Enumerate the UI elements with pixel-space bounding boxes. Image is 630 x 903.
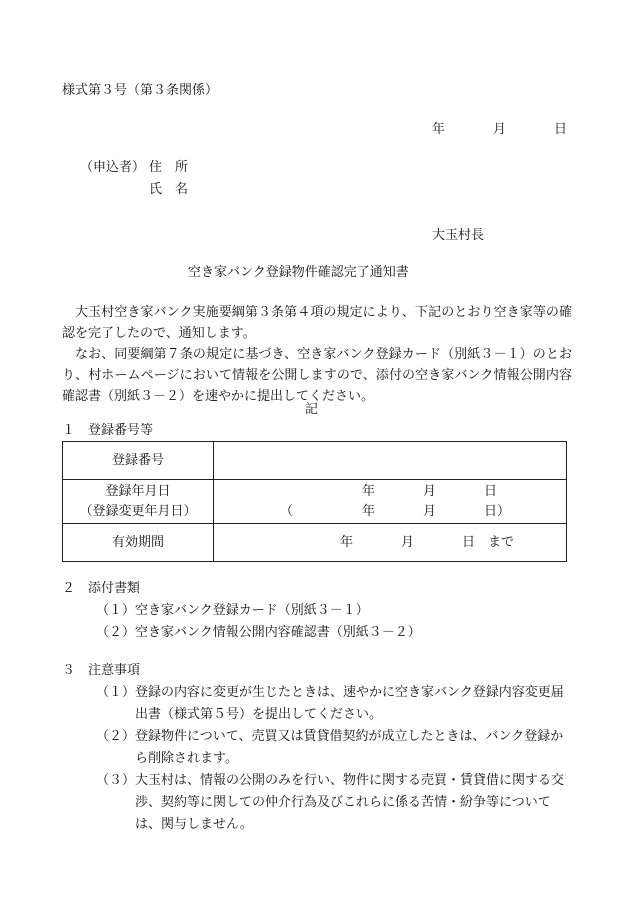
applicant-label: （申込者） (80, 160, 146, 175)
issuer: 大玉村長 (432, 228, 485, 243)
form-number: 様式第３号（第３条関係） (62, 83, 219, 98)
notice-item-2-number: （２） (96, 729, 136, 744)
attachment-item-2: （２）空き家バンク情報公開内容確認書（別紙３－２） (96, 625, 421, 640)
reg-date-label-line2: （登録変更年月日） (79, 503, 197, 519)
validity-value (214, 524, 567, 562)
reg-date-value (214, 480, 567, 524)
applicant-name-label: 氏 名 (149, 182, 189, 197)
table-row (63, 524, 567, 562)
notice-item-1-number: （１） (96, 685, 136, 700)
applicant-address-label: 住 所 (149, 160, 189, 175)
reg-number-label: 登録番号 (63, 442, 214, 480)
reg-date-label-line1: 登録年月日 (105, 483, 171, 499)
date-year: 年 (432, 122, 446, 137)
validity-label: 有効期間 (63, 524, 214, 562)
reg-date-year: 年 (362, 484, 376, 499)
change-date-open-paren: （ (280, 504, 294, 519)
date-month: 月 (493, 122, 507, 137)
table-row (63, 480, 567, 524)
validity-year: 年 (340, 535, 354, 550)
reg-date-day: 日 (484, 484, 498, 499)
body-paragraph-2: なお、同要綱第７条の規定に基づき、空き家バンク登録カード（別紙３－１）のとおり、村ホームページにおいて情報を公開しますので、添付の空き家バンク情報公開内容確認書（別紙３－２）を速やかに提出してください。 (62, 347, 572, 404)
section-1-heading: １ 登録番号等 (62, 423, 154, 438)
registration-table (62, 441, 567, 562)
notice-item-2-text: 登録物件について、売買又は賃貸借契約が成立したときは、バンク登録から削除されます。 (135, 729, 564, 766)
ki-heading: 記 (305, 402, 319, 417)
notice-item-3-number: （３） (96, 773, 136, 788)
section-2-heading: ２ 添付書類 (62, 581, 141, 596)
table-row (63, 442, 567, 480)
reg-date-label (63, 480, 214, 524)
validity-until: 日 まで (462, 535, 515, 550)
date-day: 日 (554, 122, 568, 137)
notice-item-1-text: 登録の内容に変更が生じたときは、速やかに空き家バンク登録内容変更届出書（様式第５号）を提出してください。 (135, 685, 564, 722)
reg-number-value (214, 442, 567, 480)
change-date-day: 日） (484, 504, 511, 519)
notice-item-3-text: 大玉村は、情報の公開のみを行い、物件に関する売買・賃貸借に関する交渉、契約等に関しての仲介行為及びこれらに係る苦情・紛争等については、関与しません。 (135, 773, 565, 832)
attachment-item-1: （１）空き家バンク登録カード（別紙３－１） (96, 603, 369, 618)
document-title: 空き家バンク登録物件確認完了通知書 (188, 265, 409, 280)
change-date-month: 月 (423, 504, 437, 519)
change-date-year: 年 (362, 504, 376, 519)
body-paragraph-1: 大玉村空き家バンク実施要綱第３条第４項の規定により、下記のとおり空き家等の確認を完了したので、通知します。 (62, 305, 572, 341)
section-3-heading: ３ 注意事項 (62, 663, 141, 678)
validity-month: 月 (401, 535, 415, 550)
reg-date-month: 月 (423, 484, 437, 499)
